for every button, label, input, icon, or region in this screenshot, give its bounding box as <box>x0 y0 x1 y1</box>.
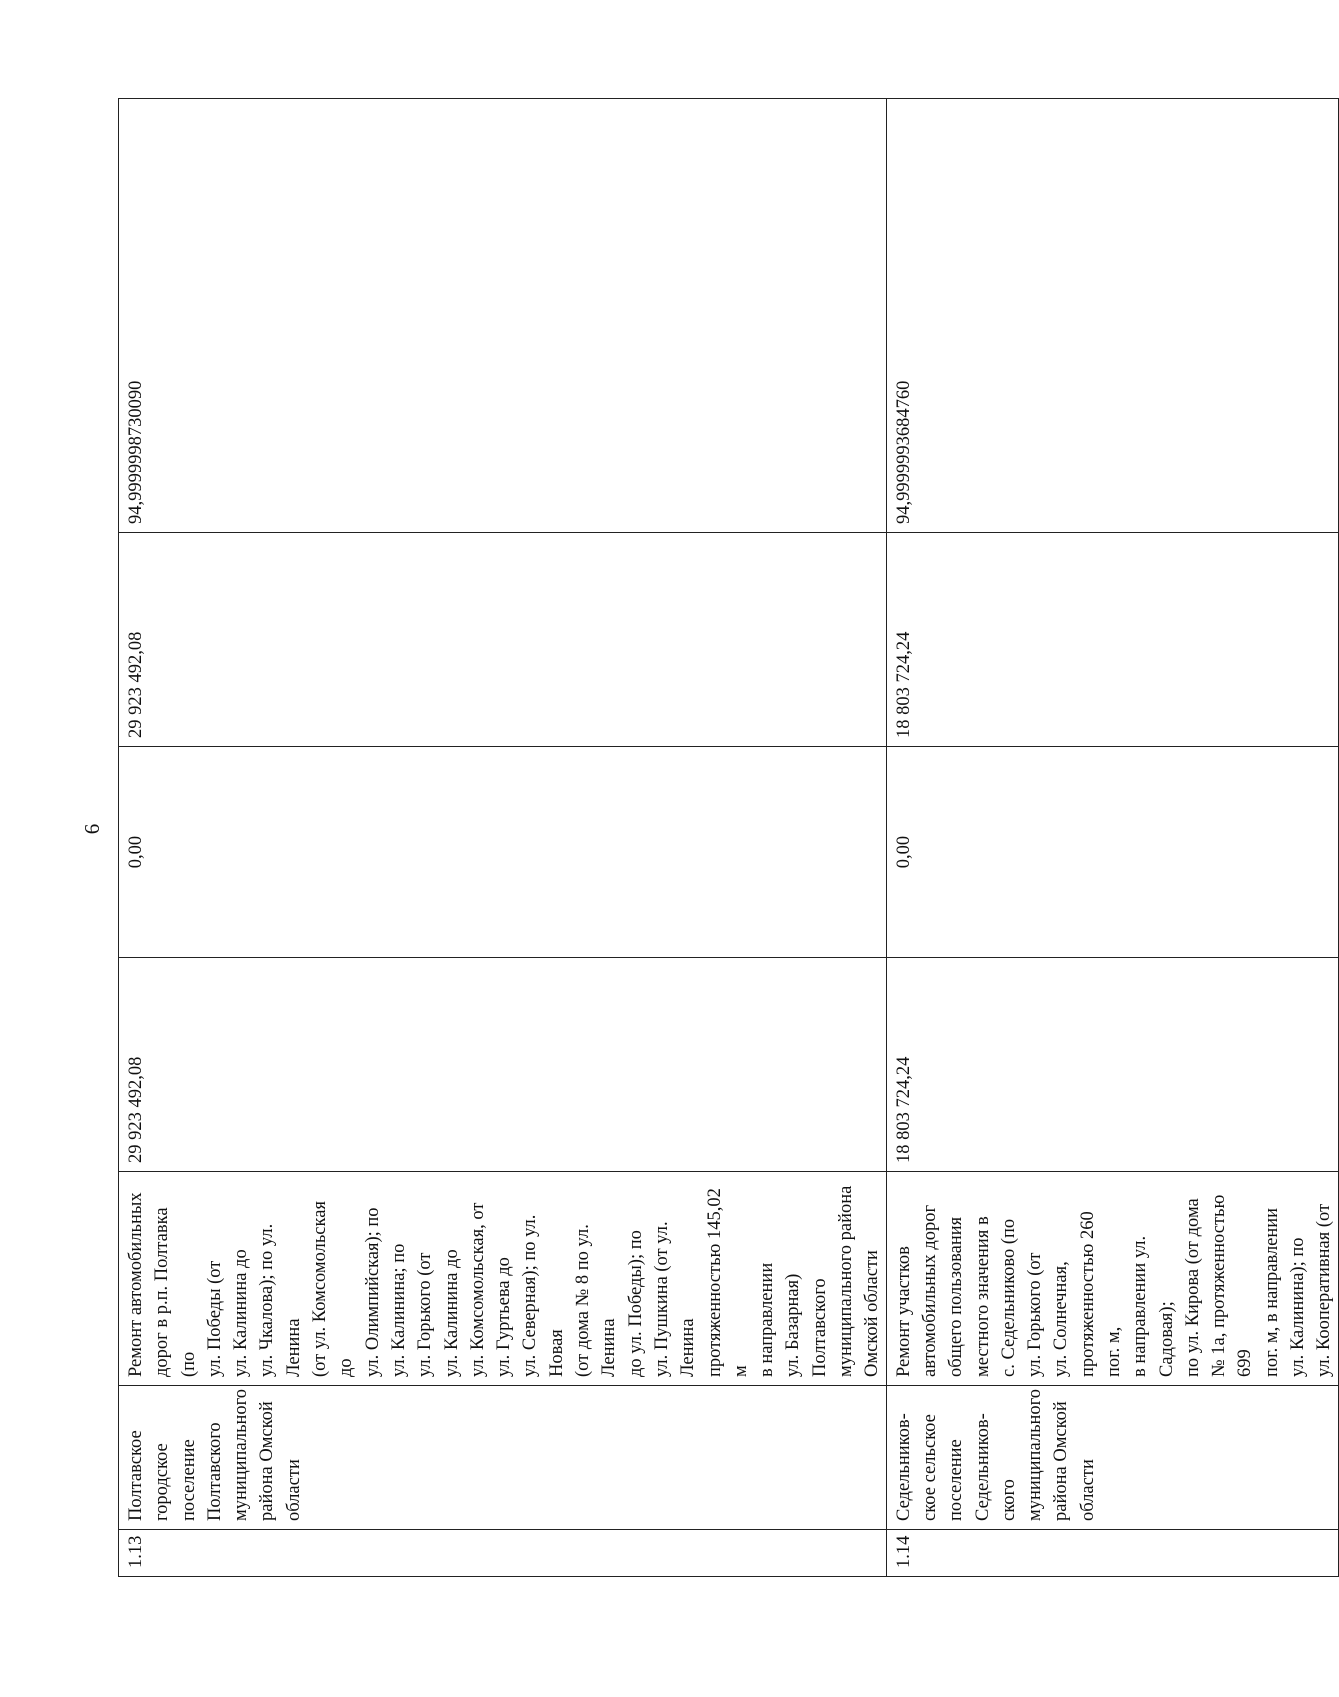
amount-subsidy-cell <box>886 533 1338 747</box>
amount-subsidy: 29 923 492,08 <box>126 631 146 738</box>
amount-zero: 0,00 <box>893 835 914 869</box>
funding-table <box>118 98 1339 1577</box>
table-row <box>886 99 1338 1577</box>
municipality-name: Полтавское городское поселение Полтавского муниципального района Омской области <box>126 1388 304 1521</box>
municipality-name: Седельников- ское сельское поселение Седельников- ского муниципального района Омской области <box>893 1388 1098 1521</box>
percent-value: 94,9999998730090 <box>126 380 146 524</box>
amount-total: 18 803 724,24 <box>893 1056 914 1163</box>
amount-subsidy-cell <box>119 533 887 747</box>
description-cell <box>119 1172 887 1386</box>
percent-value: 94,9999993684760 <box>893 380 914 524</box>
row-number: 1.13 <box>126 1535 146 1568</box>
row-number-cell <box>886 1530 1338 1577</box>
work-description: Ремонт автомобильных дорог в р.п. Полтавка (по ул. Победы (от ул. Калинина до ул. Чкалова); по ул. Ленина (от ул. Комсомольская до ул. Олимпийская); по ул. Калинина; по ул. Горького (от ул. Калинина до ул. Комсомольская, от ул. Гуртьева до ул. Северная); по ул. Новая (от дома № 8 по ул. Ленина до ул. Победы); по ул. Пушкина (от ул. Ленина протяженностью 145,02 м в направлении ул. Базарная) Полтавского муниципального района Омской области <box>126 1185 883 1377</box>
amount-zero: 0,00 <box>126 835 146 869</box>
description-cell <box>886 1172 1338 1386</box>
percent-cell <box>886 99 1338 533</box>
amount-total: 29 923 492,08 <box>126 1056 146 1163</box>
row-number: 1.14 <box>893 1535 914 1568</box>
amount-zero-cell <box>119 747 887 958</box>
municipality-cell <box>119 1386 887 1530</box>
amount-total-cell <box>886 958 1338 1172</box>
percent-cell <box>119 99 887 533</box>
amount-total-cell <box>119 958 887 1172</box>
amount-subsidy: 18 803 724,24 <box>893 631 914 738</box>
page-number: 6 <box>80 823 104 835</box>
work-description: Ремонт участков автомобильных дорог общего пользования местного значения в с. Седельниково (по ул. Горького (от ул. Солнечная, протяженностью 260 пог. м, в направлении ул. Садовая); по ул. Кирова (от дома № 1а, протяженностью 699 пог. м, в направлении ул. Калинина); по ул. Кооперативная (от <box>893 1194 1335 1377</box>
municipality-cell <box>886 1386 1338 1530</box>
row-number-cell <box>119 1530 887 1577</box>
table-row <box>119 99 887 1577</box>
amount-zero-cell <box>886 747 1338 958</box>
